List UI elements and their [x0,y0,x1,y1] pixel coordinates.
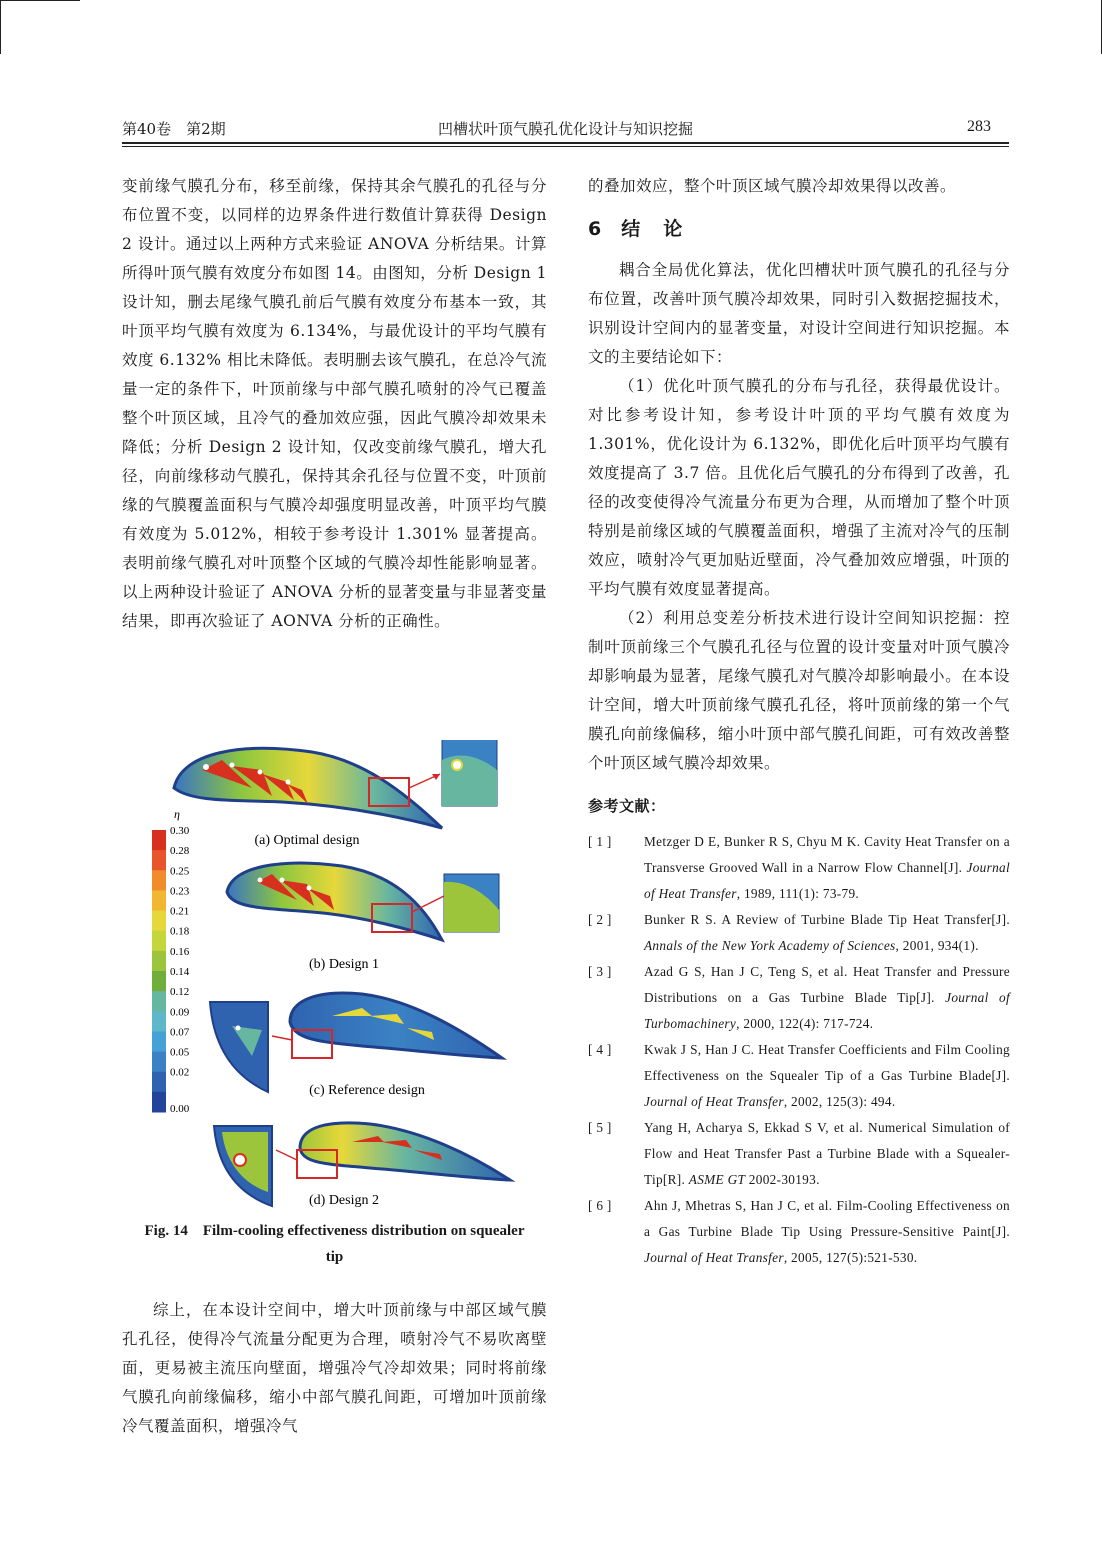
panel-design-1 [227,863,499,972]
conclusion-point-1: （1）优化叶顶气膜孔的分布与孔径，获得最优设计。对比参考设计知，参考设计叶顶的平均气膜有效度为 1.301%，优化设计为 6.132%，即优化后叶顶平均气膜有效度提高了 3.7 倍。且优化后气膜孔的分布得到了改善，孔径的改变使得冷气流量分布更为合理，从而增加了整个叶顶特别是前缘区域的气膜覆盖面积，增强了主流对冷气的压制效应，喷射冷气更加贴近壁面，冷气叠加效应增强，叶顶的平均气膜有效度显著提高。 [588,377,1010,598]
label-optimal: (a) Optimal design [254,833,360,848]
reference-journal: Journal of Turbomachinery [644,990,1010,1031]
colorbar-legend [152,825,190,1115]
panel-optimal [174,740,497,848]
reference-item [588,907,1010,959]
reference-authors-title: Azad G S, Han J C, Teng S, et al. Heat Transfer and Pressure Distributions on a Gas Turbine Blade Tip[J]. [644,964,1010,1005]
reference-item [588,829,1010,907]
left-column [122,172,547,636]
figure-caption [122,1218,547,1270]
reference-volume: , 1989, 111(1): 73-79. [736,886,860,901]
legend-tick-label: 0.25 [170,865,190,878]
legend-tick-label: 0.12 [170,986,190,999]
legend-swatch [152,971,166,992]
body-paragraph: 变前缘气膜孔分布，移至前缘，保持其余气膜孔的孔径与分布位置不变，以同样的边界条件进行数值计算获得 Design 2 设计。通过以上两种方式来验证 ANOVA 分析结果。计算所得叶顶气膜有效度分布如图 14。由图知，分析 Design 1 设计知，删去尾缘气膜孔前后气膜有效度分布基本一致，其叶顶平均气膜有效度为 6.134%，与最优设计的平均气膜有效度 6.132% 相比未降低。表明删去该气膜孔，在总冷气流量一定的条件下，叶顶前缘与中部气膜孔喷射的冷气已覆盖整个叶顶区域，且冷气的叠加效应强，因此气膜冷却效果未降低；分析 Design 2 设计知，仅改变前缘气膜孔，增大孔径，向前缘移动气膜孔，保持其余孔径与位置不变，叶顶前缘的气膜覆盖面积与气膜冷却强度明显改善，叶顶平均气膜有效度为 5.012%，相较于参考设计 1.301% 显著提高。表明前缘气膜孔对叶顶整个区域的气膜冷却性能影响显著。以上两种设计验证了 ANOVA 分析的显著变量与非显著变量结果，即再次验证了 AONVA 分析的正确性。 [122,177,547,630]
legend-tick-label: 0.09 [170,1006,190,1019]
legend-swatch [152,951,166,972]
volume-issue: 第40卷 第2期 [122,120,226,138]
page-number: 283 [967,118,991,135]
legend-swatch [152,1052,166,1073]
reference-volume: 2002-30193. [745,1172,820,1187]
reference-number: [ 3 ] [588,964,612,979]
legend-swatch [152,991,166,1012]
reference-number: [ 2 ] [588,912,612,927]
section-number: 6 [588,218,604,240]
reference-item [588,959,1010,1037]
figure-14 [122,740,547,1210]
caption-line-2: tip [325,1249,344,1265]
legend-tick-label: 0.30 [170,825,190,837]
reference-volume: , 2005, 127(5):521-530. [783,1250,918,1265]
legend-tick-label: 0.07 [170,1026,190,1039]
reference-volume: , 2000, 122(4): 717-724. [736,1016,874,1031]
reference-volume: , 2002, 125(3): 494. [783,1094,896,1109]
reference-item [588,1037,1010,1115]
legend-swatch [152,870,166,891]
header-rule-thick [122,142,1009,144]
reference-item [588,1193,1010,1271]
label-design-2: (d) Design 2 [309,1193,379,1208]
caption-line-1: Fig. 14 Film-cooling effectiveness distribution on squealer [144,1223,525,1239]
legend-tick-label: 0.14 [170,966,190,978]
running-header [122,116,1009,140]
panel-design-2 [214,1123,510,1208]
header-rule-thin [122,146,1009,147]
reference-journal: Annals of the New York Academy of Sciences [644,938,896,953]
reference-volume: , 2001, 934(1). [895,938,979,953]
reference-list [588,829,1010,1271]
panel-reference [210,993,502,1098]
legend-tick-label: 0.21 [170,905,190,918]
legend-swatch [152,830,166,851]
carryover-text: 的叠加效应，整个叶顶区域气膜冷却效果得以改善。 [588,177,957,195]
section-title: 结 论 [621,218,685,240]
legend-tick-label: 0.00 [170,1103,190,1115]
reference-journal: Journal of Heat Transfer [644,1250,784,1265]
legend-tick-label: 0.05 [170,1046,190,1059]
reference-item [588,1115,1010,1193]
reference-authors-title: Yang H, Acharya S, Ekkad S V, et al. Numerical Simulation of Flow and Heat Transfer Past a Turbine Blade with a Squealer-Tip[R]. [644,1120,1010,1187]
reference-authors-title: Bunker R S. A Review of Turbine Blade Tip Heat Transfer[J]. [644,912,1010,927]
conclusion-intro: 耦合全局优化算法，优化凹槽状叶顶气膜孔的孔径与分布位置，改善叶顶气膜冷却效果，同时引入数据挖掘技术，识别设计空间内的显著变量，对设计空间进行知识挖掘。本文的主要结论如下： [588,261,1010,366]
reference-number: [ 4 ] [588,1042,612,1057]
legend-swatch [152,1072,166,1093]
conclusion-point-2: （2）利用总变差分析技术进行设计空间知识挖掘：控制叶顶前缘三个气膜孔孔径与位置的设计变量对叶顶气膜冷却影响最为显著，尾缘气膜孔对气膜冷却影响最小。在本设计空间，增大叶顶前缘气膜孔孔径，将叶顶前缘的第一个气膜孔向前缘偏移，缩小叶顶中部气膜孔间距，可有效改善整个叶顶区域气膜冷却效果。 [588,609,1010,772]
section-heading [588,215,1010,244]
legend-tick-label: 0.28 [170,845,190,858]
contour-figure [122,740,547,1210]
conclusion-paragraph-left: 综上，在本设计空间中，增大叶顶前缘与中部区域气膜孔孔径，使得冷气流量分配更为合理，喷射冷气不易吹离壁面，更易被主流压向壁面，增强冷气冷却效果；同时将前缘气膜孔向前缘偏移，缩小中部气膜孔间距，可增加叶顶前缘冷气覆盖面积，增强冷气 [122,1301,547,1435]
legend-swatch [152,1011,166,1032]
legend-swatch [152,931,166,952]
crop-mark-top [0,0,80,1]
reference-number: [ 6 ] [588,1198,612,1213]
legend-tick-label: 0.16 [170,945,190,958]
reference-authors-title: Metzger D E, Bunker R S, Chyu M K. Cavity Heat Transfer on a Transverse Grooved Wall in a Narrow Flow Channel[J]. [644,834,1010,875]
legend-swatch [152,911,166,932]
legend-swatch [152,1031,166,1052]
legend-tick-label: 0.18 [170,925,190,938]
reference-authors-title: Ahn J, Mhetras S, Han J C, et al. Film-Cooling Effectiveness on a Gas Turbine Blade Tip Using Pressure-Sensitive Paint[J]. [644,1198,1010,1239]
right-column [588,172,1010,1271]
reference-journal: ASME GT [688,1172,746,1187]
references-heading: 参考文献： [588,797,666,815]
legend-swatch [152,890,166,911]
reference-journal: Journal of Heat Transfer [644,860,1010,901]
crop-mark-left [0,0,1,54]
reference-journal: Journal of Heat Transfer [644,1094,784,1109]
legend-swatch [152,850,166,871]
reference-number: [ 5 ] [588,1120,612,1135]
reference-authors-title: Kwak J S, Han J C. Heat Transfer Coefficients and Film Cooling Effectiveness on the Squealer Tip of a Gas Turbine Blade[J]. [644,1042,1010,1083]
legend-symbol: η [174,807,180,821]
running-title: 凹槽状叶顶气膜孔优化设计与知识挖掘 [437,120,693,138]
legend-tick-label: 0.23 [170,885,190,898]
legend-tick-label: 0.02 [170,1066,190,1079]
label-design-1: (b) Design 1 [309,957,379,972]
legend-swatch [152,1092,166,1113]
reference-number: [ 1 ] [588,834,612,849]
label-reference: (c) Reference design [309,1083,425,1098]
